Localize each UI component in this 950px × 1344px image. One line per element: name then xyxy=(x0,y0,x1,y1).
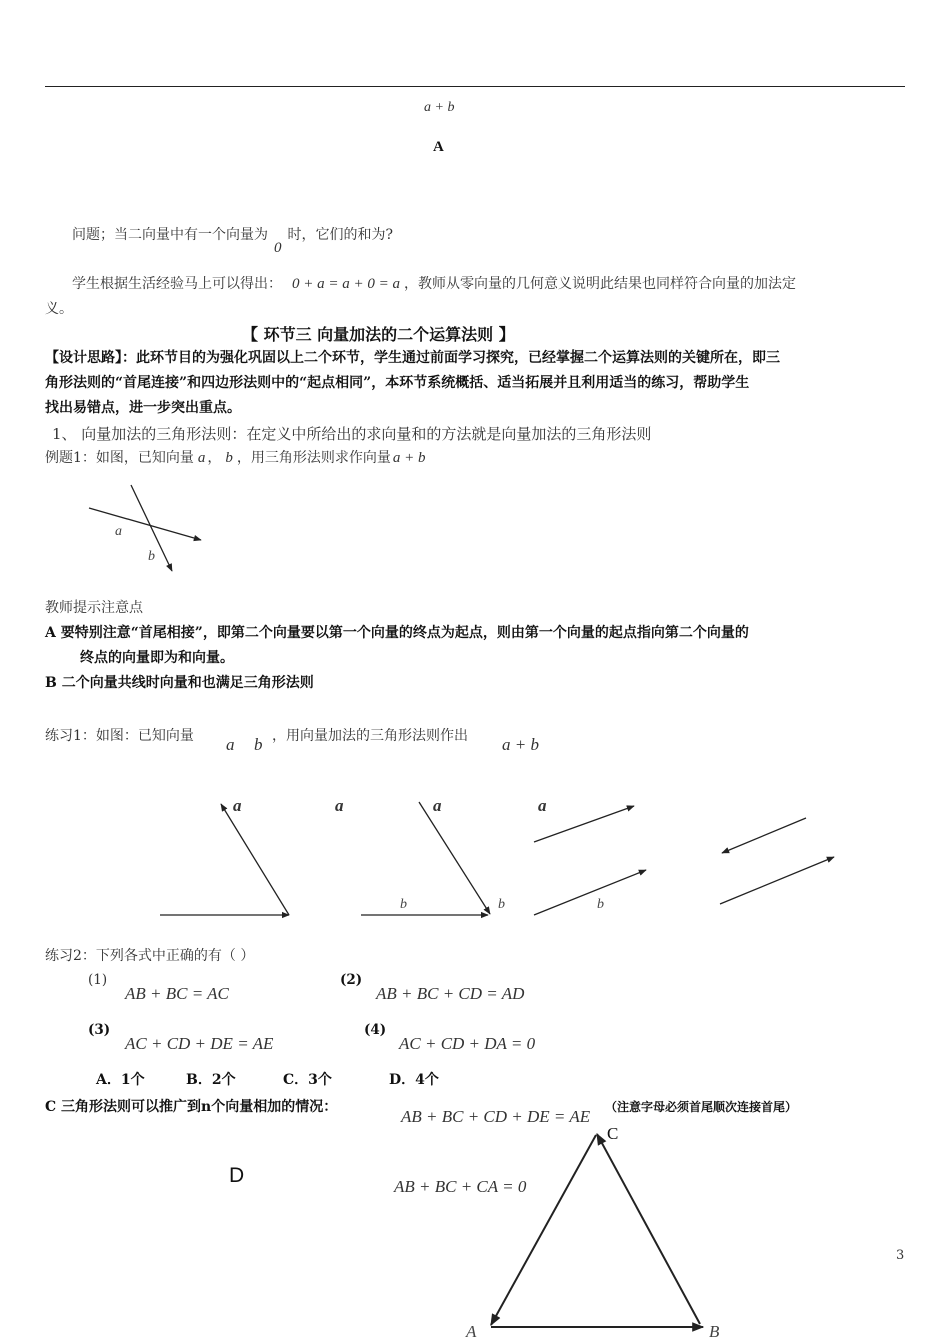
fig2-g4-vector-a xyxy=(722,818,806,853)
fig1-vector-a xyxy=(89,508,201,540)
fig2-label-b-3: b xyxy=(597,897,604,912)
ex2-num-4: (4) xyxy=(364,1022,387,1038)
ex2-num-2: (2) xyxy=(340,972,363,988)
hint-b: B 二个向量共线时向量和也满足三角形法则 xyxy=(45,675,314,691)
fig1-vectors xyxy=(89,485,201,571)
example1-text: 例题1：如图，已知向量 xyxy=(45,450,194,466)
triangle-label-a: A xyxy=(466,1322,477,1341)
triangle-formula: AB + BC + CA = 0 xyxy=(394,1177,527,1196)
fig2-g3-vector-b xyxy=(534,870,646,915)
choice-c: C．3个 xyxy=(283,1072,332,1088)
ex2-expr-4: AC + CD + DA = 0 xyxy=(399,1034,536,1053)
fig2-label-a-2: a xyxy=(335,796,344,815)
triangle-abc xyxy=(491,1134,703,1327)
triangle-label-c: C xyxy=(607,1124,619,1143)
rule-c-text: C 三角形法则可以推广到n个向量相加的情况： xyxy=(45,1099,338,1115)
example1-sep: ， xyxy=(207,450,222,466)
triangle-side-bc xyxy=(597,1134,700,1324)
exercise2-title: 练习2：下列各式中正确的有（ ） xyxy=(45,948,255,964)
ex2-expr-2: AB + BC + CD = AD xyxy=(376,984,525,1003)
triangle-label-b: B xyxy=(709,1322,720,1341)
zero-vector: 0 xyxy=(274,240,282,256)
design-line-1: 【设计思路】：此环节目的为强化巩固以上二个环节，学生通过前面学习探究，已经掌握二个运算法则的关键所在，即三 xyxy=(45,350,780,366)
student-text-1: 学生根据生活经验马上可以得出： xyxy=(72,276,282,292)
ex2-num-1: (1) xyxy=(88,972,108,988)
design-line-3: 找出易错点，进一步突出重点。 xyxy=(45,400,241,416)
fig2-label-a-1: a xyxy=(233,796,242,815)
choice-a: A．1个 xyxy=(96,1072,145,1088)
exercise1-text2: ，用向量加法的三角形法则作出 xyxy=(272,728,468,744)
fig2-g2-vector-a xyxy=(419,802,490,914)
fig2-label-a-4: a xyxy=(538,796,547,815)
ex2-expr-3: AC + CD + DE = AE xyxy=(125,1034,274,1053)
fig2-vectors xyxy=(160,802,834,915)
fig2-label-a-3: a xyxy=(433,796,442,815)
fig2-g1-vector-a xyxy=(221,804,289,915)
fig2-label-b-1: b xyxy=(400,897,407,912)
example1-a: a xyxy=(197,450,206,466)
page-number: 3 xyxy=(896,1248,905,1263)
fig2-label-b-2: b xyxy=(498,897,505,912)
ex2-num-3: (3) xyxy=(88,1022,111,1038)
fig2-g3-vector-a xyxy=(534,806,634,842)
fig1-label-a: a xyxy=(115,524,122,539)
hint-a-line-1: A 要特别注意“首尾相接”，即第二个向量要以第一个向量的终点为起点，则由第一个向量的起点指向第二个向量的 xyxy=(45,625,749,641)
hints-title: 教师提示注意点 xyxy=(45,600,143,616)
fig1-vector-b xyxy=(131,485,172,571)
choice-b: B．2个 xyxy=(186,1072,236,1088)
choice-d: D．4个 xyxy=(389,1072,439,1088)
exercise1-a: a xyxy=(226,735,235,754)
rule-c-formula: AB + BC + CD + DE = AE xyxy=(401,1107,591,1126)
header-expr: a + b xyxy=(424,100,455,115)
hint-a-line-2: 终点的向量即为和向量。 xyxy=(80,650,234,666)
exercise1-text: 练习1：如图：已知向量 xyxy=(45,728,194,744)
fig2-g4-vector-b xyxy=(720,857,834,904)
example1-b: b xyxy=(225,450,233,466)
question-text-1: 问题；当二向量中有一个向量为 xyxy=(72,227,268,243)
question-text-2: 时，它们的和为? xyxy=(287,227,394,243)
example1-expr: a + b xyxy=(392,450,426,466)
student-text-3: 义。 xyxy=(45,301,73,317)
design-line-2: 角形法则的“首尾连接”和四边形法则中的“起点相同”，本环节系统概括、适当拓展并且利用适当的练习，帮助学生 xyxy=(45,375,750,391)
ex2-expr-1: AB + BC = AC xyxy=(125,984,229,1003)
rule1: 1、 向量加法的三角形法则：在定义中所给出的求向量和的方法就是向量加法的三角形法则 xyxy=(52,425,652,443)
fig1-label-b: b xyxy=(148,549,155,564)
section-title: 【 环节三 向量加法的二个运算法则 】 xyxy=(242,325,515,344)
student-text-2: ，教师从零向量的几何意义说明此结果也同样符合向量的加法定 xyxy=(404,276,796,292)
header-label-a: A xyxy=(433,139,444,155)
triangle-side-ca xyxy=(491,1135,596,1325)
example1-text2: ，用三角形法则求作向量 xyxy=(236,450,391,466)
rule-c-note: （注意字母必须首尾顺次连接首尾） xyxy=(605,1100,798,1114)
exercise1-b: b xyxy=(254,735,263,754)
letter-d: D xyxy=(229,1164,245,1187)
zero-formula: 0 + a = a + 0 = a xyxy=(292,276,400,292)
exercise1-expr: a + b xyxy=(502,735,539,754)
